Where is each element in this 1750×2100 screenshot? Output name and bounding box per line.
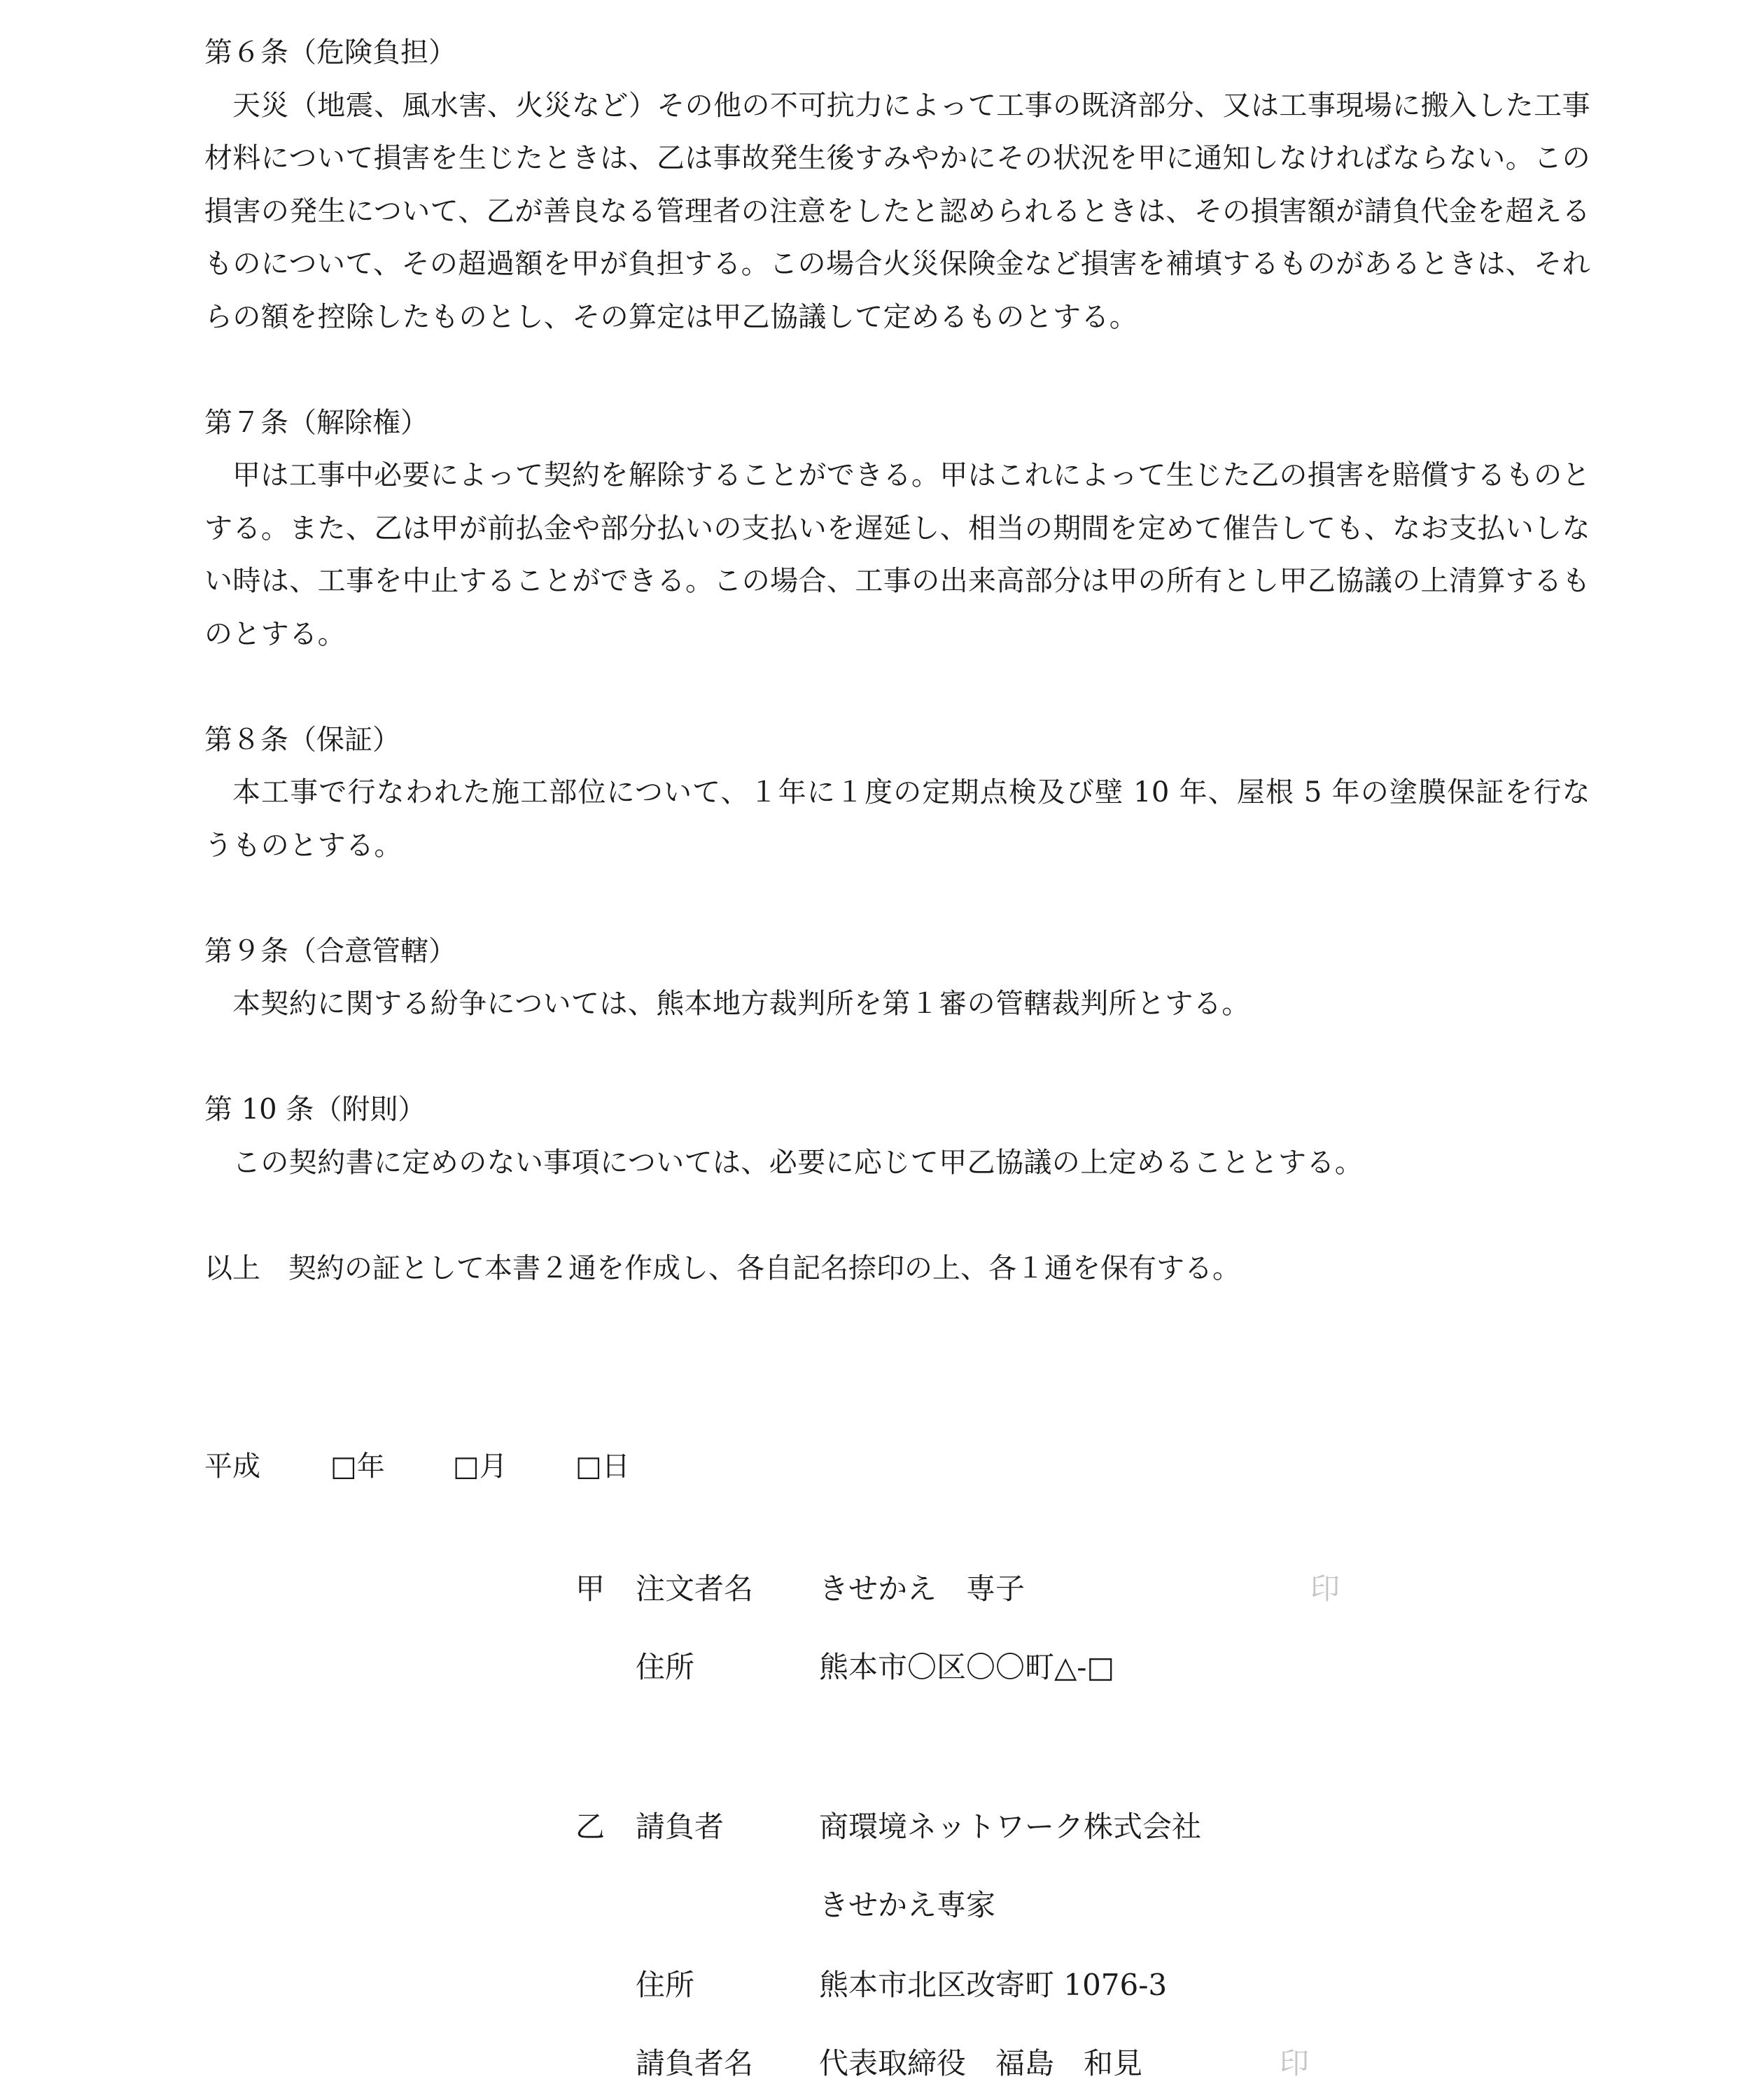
party-b-name: 代表取締役 福島 和見	[819, 2046, 1143, 2080]
party-a-address: 熊本市〇区〇〇町△-□	[819, 1650, 1115, 1684]
party-b-address: 熊本市北区改寄町 1076-3	[819, 1968, 1168, 2002]
party-a-name-label: 注文者名	[636, 1572, 754, 1606]
article-9	[204, 925, 1590, 1031]
article-title: 第６条（危険負担）	[204, 36, 456, 69]
date-era: 平成	[204, 1450, 260, 1483]
party-b-address-label: 住所	[636, 1968, 695, 2002]
article-title: 第９条（合意管轄）	[204, 934, 456, 967]
contract-articles	[204, 27, 1590, 1295]
article-10	[204, 1084, 1590, 1189]
contract-date	[204, 1446, 630, 1488]
party-a-mark: 甲	[575, 1572, 606, 1606]
party-b-name-label: 請負者名	[636, 2046, 754, 2080]
party-b-contractor-label: 請負者	[636, 1809, 724, 1844]
date-day: □日	[575, 1450, 630, 1483]
article-body: 甲は工事中必要によって契約を解除することができる。甲はこれによって生じた乙の損害を賠償するものとする。また、乙は甲が前払金や部分払いの支払いを遅延し、相当の期間を定めて催告しても、なお支払いしない時は、工事を中止することができる。この場合、工事の出来高部分は甲の所有とし甲乙協議の上清算するものとする。	[204, 459, 1590, 650]
party-b-brand: きせかえ専家	[819, 1888, 996, 1922]
party-b-company: 商環境ネットワーク株式会社	[819, 1809, 1202, 1844]
party-a-name: きせかえ 専子	[819, 1572, 1026, 1606]
article-body: 本契約に関する紛争については、熊本地方裁判所を第１審の管轄裁判所とする。	[232, 988, 1250, 1020]
party-b-seal: 印	[1280, 2046, 1310, 2080]
article-body: 本工事で行なわれた施工部位について、１年に１度の定期点検及び壁 10 年、屋根 5 年の塗膜保証を行なうものとする。	[204, 776, 1590, 862]
party-a-seal: 印	[1310, 1572, 1340, 1606]
party-b-mark: 乙	[575, 1809, 606, 1844]
article-title: 第８条（保証）	[204, 723, 400, 756]
date-month: □月	[453, 1450, 507, 1483]
article-body: 天災（地震、風水害、火災など）その他の不可抗力によって工事の既済部分、又は工事現場に搬入した工事材料について損害を生じたときは、乙は事故発生後すみやかにその状況を甲に通知しなければならない。この損害の発生について、乙が善良なる管理者の注意をしたと認められるときは、その損害額が請負代金を超えるものについて、その超過額を甲が負担する。この場合火災保険金など損害を補填するものがあるときは、それらの額を控除したものとし、その算定は甲乙協議して定めるものとする。	[204, 89, 1590, 333]
article-7	[204, 397, 1590, 662]
party-a-address-label: 住所	[636, 1650, 695, 1684]
date-year: □年	[330, 1450, 385, 1483]
article-8	[204, 714, 1590, 873]
article-title: 第 10 条（附則）	[204, 1093, 426, 1126]
article-6	[204, 27, 1590, 344]
closing-statement: 以上 契約の証として本書２通を作成し、各自記名捺印の上、各１通を保有する。	[204, 1252, 1240, 1284]
article-body: この契約書に定めのない事項については、必要に応じて甲乙協議の上定めることとする。	[232, 1146, 1364, 1179]
article-title: 第７条（解除権）	[204, 406, 428, 439]
